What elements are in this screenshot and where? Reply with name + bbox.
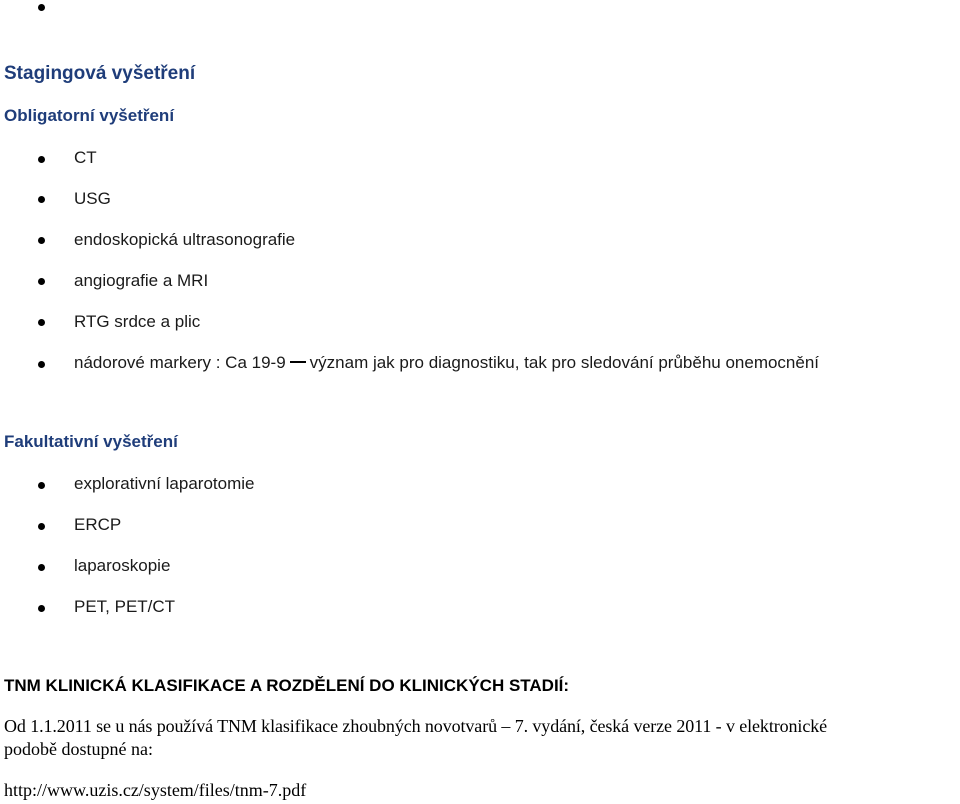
list-item: endoskopická ultrasonografie	[74, 230, 296, 249]
bullet-icon	[38, 523, 45, 530]
list-item: laparoskopie	[74, 556, 171, 575]
list-item: USG	[74, 189, 111, 208]
list-item: angiografie a MRI	[74, 271, 209, 290]
bullet-icon	[38, 156, 45, 163]
optional-heading: Fakultativní vyšetření	[4, 432, 178, 451]
bullet-icon	[38, 278, 45, 285]
bullet-icon	[38, 319, 45, 326]
bullet-icon	[38, 361, 45, 368]
obligatory-heading: Obligatorní vyšetření	[4, 106, 175, 125]
dash-icon	[290, 361, 306, 363]
bullet-icon	[38, 482, 45, 489]
list-item: CT	[74, 148, 97, 167]
tnm-paragraph-line1: Od 1.1.2011 se u nás používá TNM klasifikace zhoubných novotvarů – 7. vydání, česká verze 2011 - v elektronické	[4, 716, 828, 736]
list-item: RTG srdce a plic	[74, 312, 201, 331]
list-item: PET, PET/CT	[74, 597, 176, 616]
tnm-heading: TNM KLINICKÁ KLASIFIKACE A ROZDĚLENÍ DO KLINICKÝCH STADIÍ:	[4, 676, 570, 695]
list-item-markers	[74, 353, 819, 373]
bullet-icon	[38, 196, 45, 203]
list-item: explorativní laparotomie	[74, 474, 255, 493]
top-bullet-icon	[38, 4, 45, 11]
markers-significance: význam jak pro diagnostiku, tak pro sledování průběhu onemocnění	[309, 353, 820, 372]
bullet-icon	[38, 237, 45, 244]
list-item: ERCP	[74, 515, 122, 534]
section-title: Stagingová vyšetření	[4, 63, 196, 84]
bullet-icon	[38, 605, 45, 612]
tnm-url-link[interactable]: http://www.uzis.cz/system/files/tnm-7.pdf	[4, 780, 307, 800]
tnm-paragraph-line2: podobě dostupné na:	[4, 739, 153, 759]
bullet-icon	[38, 564, 45, 571]
markers-text: nádorové markery : Ca 19-9	[74, 353, 286, 372]
